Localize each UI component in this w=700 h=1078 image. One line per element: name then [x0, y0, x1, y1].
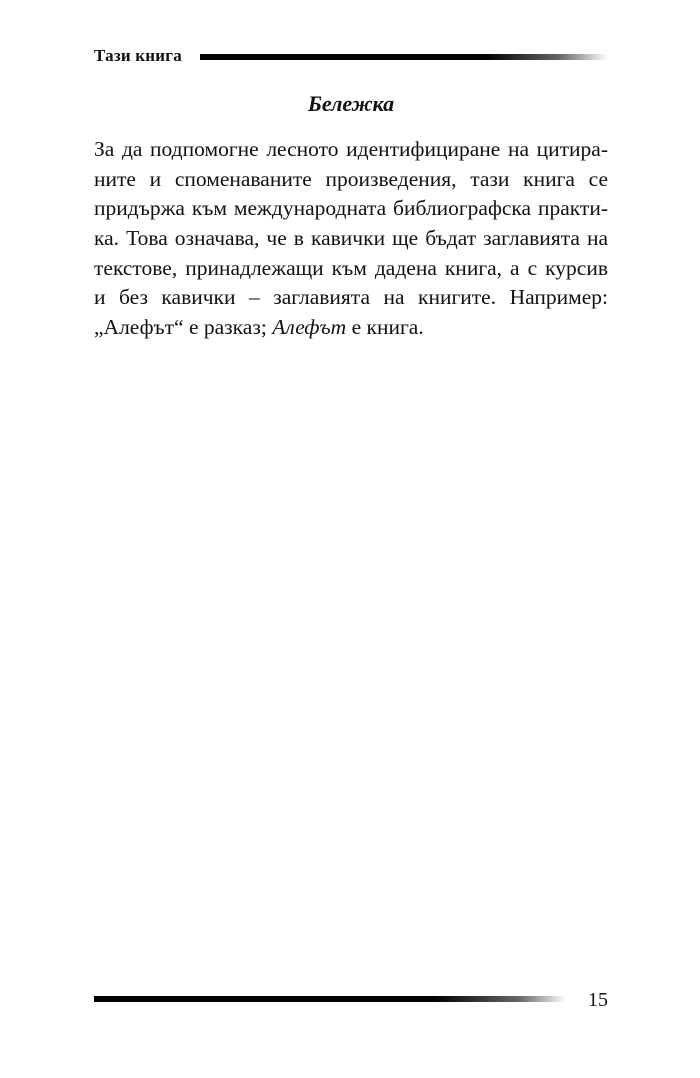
- page-number: 15: [588, 989, 608, 1011]
- section-title: Бележка: [307, 91, 395, 116]
- header-rule: [200, 54, 608, 60]
- footer-rule: [94, 996, 566, 1002]
- body-paragraph: [94, 135, 608, 343]
- body-line: придържа към международната библиографска практи-: [94, 196, 608, 221]
- body-line: ка. Това означава, че в кавички ще бъдат заглавията на: [94, 226, 608, 251]
- body-line: ните и споменаваните произведения, тази книга се: [94, 166, 608, 191]
- body-line-last: [94, 313, 608, 343]
- story-example: „Алефът“ е разказ;: [94, 315, 267, 340]
- book-title-italic: Алефът: [272, 315, 347, 340]
- body-line: и без кавички – заглавията на книгите. Например:: [94, 285, 608, 310]
- body-line: текстове, принадлежащи към дадена книга, а с курсив: [94, 255, 608, 280]
- body-line: За да подпомогне лесното идентифициране на цитира-: [94, 137, 608, 161]
- book-suffix: е книга.: [346, 315, 424, 340]
- running-head: Тази книга: [94, 46, 182, 65]
